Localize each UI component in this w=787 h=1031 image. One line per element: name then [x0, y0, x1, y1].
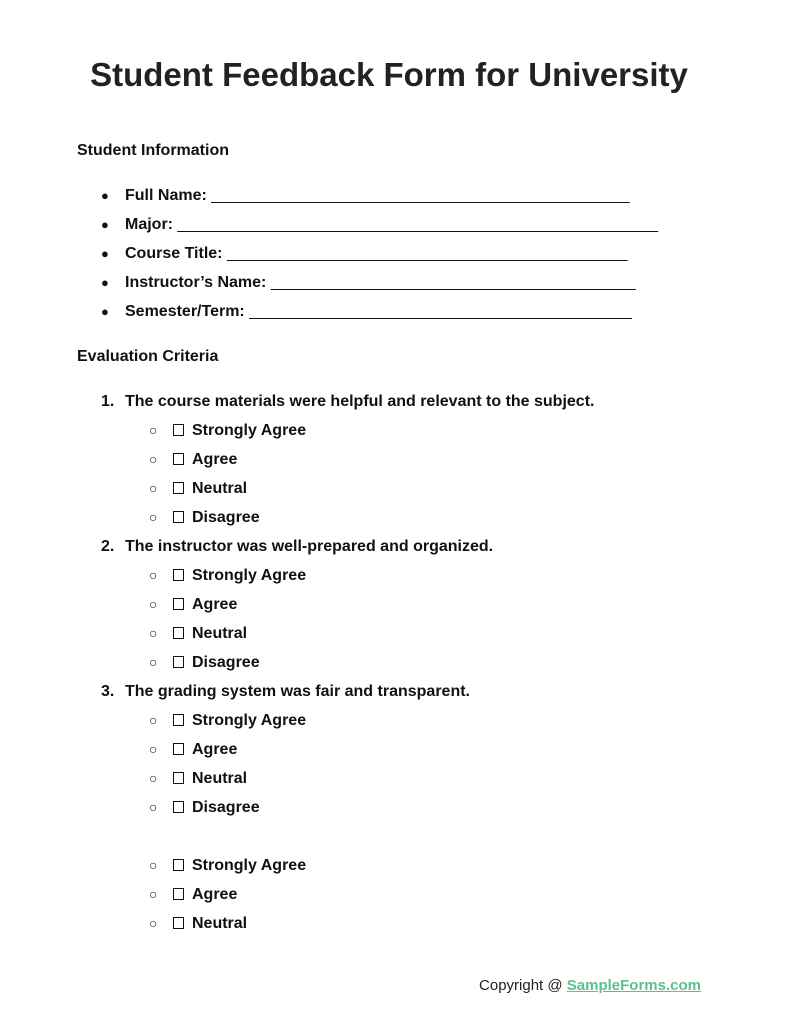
- option-label: Neutral: [192, 625, 248, 642]
- bullet-icon: ●: [101, 217, 109, 232]
- circle-bullet-icon: ○: [149, 770, 158, 786]
- question-text: The grading system was fair and transparent.: [125, 683, 470, 700]
- field-blank-line[interactable]: ___________________________________________: [249, 303, 632, 320]
- sampleforms-link[interactable]: SampleForms.com: [566, 977, 701, 994]
- option-label: Strongly Agree: [192, 422, 307, 439]
- circle-bullet-icon: ○: [149, 451, 158, 467]
- question-number: 3.: [101, 683, 115, 700]
- field-label-text: Instructor’s Name:: [125, 274, 267, 291]
- checkbox[interactable]: [173, 801, 184, 813]
- circle-bullet-icon: ○: [149, 480, 158, 496]
- checkbox[interactable]: [173, 569, 184, 581]
- field-label-text: Full Name:: [125, 187, 207, 204]
- checkbox[interactable]: [173, 772, 184, 784]
- checkbox[interactable]: [173, 598, 184, 610]
- field-blank-line[interactable]: _______________________________________________: [211, 187, 630, 204]
- question-number: 1.: [101, 393, 115, 410]
- field-label-text: Major:: [125, 216, 173, 233]
- option-label: Disagree: [192, 509, 260, 526]
- circle-bullet-icon: ○: [149, 422, 158, 438]
- evaluation-heading: Evaluation Criteria: [77, 348, 219, 365]
- circle-bullet-icon: ○: [149, 741, 158, 757]
- bullet-icon: ●: [101, 275, 109, 290]
- checkbox[interactable]: [173, 482, 184, 494]
- circle-bullet-icon: ○: [149, 886, 158, 902]
- option-label: Strongly Agree: [192, 567, 307, 584]
- circle-bullet-icon: ○: [149, 625, 158, 641]
- field-label: [125, 210, 658, 239]
- circle-bullet-icon: ○: [149, 799, 158, 815]
- circle-bullet-icon: ○: [149, 857, 158, 873]
- field-label: [125, 268, 636, 297]
- checkbox[interactable]: [173, 424, 184, 436]
- option-label: Neutral: [192, 770, 248, 787]
- field-label-text: Course Title:: [125, 245, 223, 262]
- checkbox[interactable]: [173, 743, 184, 755]
- checkbox[interactable]: [173, 627, 184, 639]
- question-text: The instructor was well-prepared and organized.: [125, 538, 494, 555]
- field-label: [125, 181, 629, 210]
- option-label: Agree: [192, 741, 238, 758]
- bullet-icon: ●: [101, 188, 109, 203]
- checkbox[interactable]: [173, 714, 184, 726]
- checkbox[interactable]: [173, 511, 184, 523]
- field-label: [125, 297, 632, 326]
- option-label: Neutral: [192, 915, 248, 932]
- option-label: Neutral: [192, 480, 248, 497]
- copyright-text: Copyright @: [479, 977, 567, 994]
- circle-bullet-icon: ○: [149, 509, 158, 525]
- checkbox[interactable]: [173, 917, 184, 929]
- option-label: Agree: [192, 451, 238, 468]
- option-label: Disagree: [192, 654, 260, 671]
- circle-bullet-icon: ○: [149, 654, 158, 670]
- option-label: Strongly Agree: [192, 857, 307, 874]
- field-blank-line[interactable]: ______________________________________________________: [177, 216, 658, 233]
- page-title: Student Feedback Form for University: [90, 56, 688, 93]
- circle-bullet-icon: ○: [149, 915, 158, 931]
- field-blank-line[interactable]: _________________________________________: [270, 274, 636, 291]
- option-label: Disagree: [192, 799, 260, 816]
- field-label-text: Semester/Term:: [125, 303, 245, 320]
- student-info-heading: Student Information: [77, 142, 229, 159]
- option-label: Agree: [192, 596, 238, 613]
- checkbox[interactable]: [173, 888, 184, 900]
- field-blank-line[interactable]: _____________________________________________: [226, 245, 628, 262]
- checkbox[interactable]: [173, 859, 184, 871]
- bullet-icon: ●: [101, 304, 109, 319]
- option-label: Agree: [192, 886, 238, 903]
- copyright-footer: [479, 977, 701, 994]
- circle-bullet-icon: ○: [149, 712, 158, 728]
- circle-bullet-icon: ○: [149, 596, 158, 612]
- question-text: The course materials were helpful and relevant to the subject.: [125, 393, 595, 410]
- field-label: [125, 239, 627, 268]
- bullet-icon: ●: [101, 246, 109, 261]
- checkbox[interactable]: [173, 656, 184, 668]
- circle-bullet-icon: ○: [149, 567, 158, 583]
- option-label: Strongly Agree: [192, 712, 307, 729]
- checkbox[interactable]: [173, 453, 184, 465]
- question-number: 2.: [101, 538, 115, 555]
